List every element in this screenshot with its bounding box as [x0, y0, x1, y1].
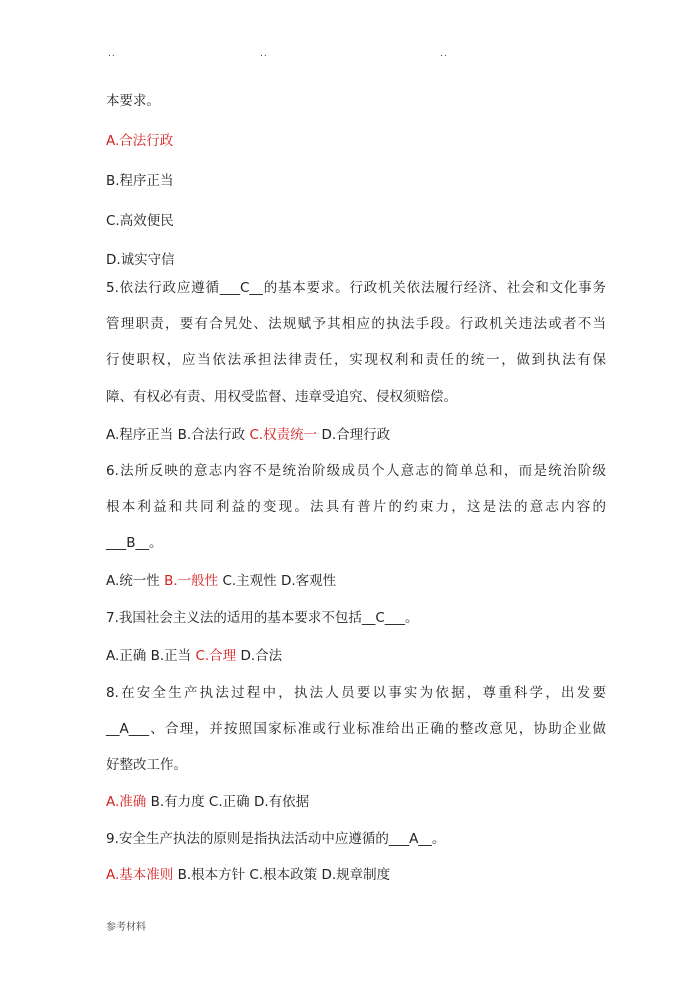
options-text: B.有力度 C.正确 D.有依据: [146, 794, 310, 810]
header-mark-3: ..: [440, 49, 448, 59]
options-text: B.根本方针 C.根本政策 D.规章制度: [173, 867, 391, 883]
footer-text: 参考材料: [106, 922, 146, 933]
options-text: A.程序正当 B.合法行政: [106, 427, 250, 443]
correct-answer: A.基本准则: [106, 867, 174, 883]
options-text: D.合法: [236, 648, 283, 664]
question-6-line-3: ___B__。: [106, 535, 163, 551]
question-5: 5.依法行政应遵循___C__的基本要求。行政机关依法履行经济、社会和文化事务: [106, 280, 606, 296]
options-text: A.统一性: [106, 573, 165, 589]
correct-answer: A.准确: [106, 794, 147, 810]
correct-answer: B.一般性: [164, 573, 219, 589]
option-d: D.诚实守信: [106, 252, 175, 268]
question-6-line-2: 根本利益和共同利益的变现。法具有普片的约束力，这是法的意志内容的: [106, 499, 606, 515]
options-text: A.正确 B.正当: [106, 648, 196, 664]
question-7-options: [106, 646, 606, 666]
question-8: 8.在安全生产执法过程中，执法人员要以事实为依据，尊重科学，出发要: [106, 685, 606, 701]
question-6-options: [106, 571, 606, 591]
header-mark-1: ..: [108, 49, 116, 59]
question-8-line-2: __A___、合理，并按照国家标准或行业标准给出正确的整改意见，协助企业做: [106, 721, 606, 737]
option-c: C.高效便民: [106, 213, 174, 229]
options-text: C.主观性 D.客观性: [218, 573, 337, 589]
question-5-line-3: 行使职权，应当依法承担法律责任，实现权利和责任的统一，做到执法有保: [106, 352, 606, 368]
question-5-options: [106, 425, 606, 445]
question-8-options: [106, 792, 606, 812]
correct-answer: C.合理: [195, 648, 237, 664]
question-5-line-2: 管理职责，要有合旯处、法规赋予其相应的执法手段。行政机关违法或者不当: [106, 316, 606, 332]
question-8-line-3: 好整改工作。: [106, 757, 187, 773]
option-b: B.程序正当: [106, 173, 174, 189]
question-6: 6.法所反映的意志内容不是统治阶级成员个人意志的简单总和，而是统治阶级: [106, 463, 606, 479]
question-5-line-4: 障、有权必有责、用权受监督、违章受追究、侵权须赔偿。: [106, 389, 457, 405]
question-7: 7.我国社会主义法的适用的基本要求不包括__C___。: [106, 610, 419, 626]
question-9: 9.安全生产执法的原则是指执法活动中应遵循的___A__。: [106, 831, 446, 847]
answer-option-a: A.合法行政: [106, 133, 174, 149]
question-9-options: [106, 865, 606, 885]
options-text: D.合理行政: [317, 427, 391, 443]
correct-answer: C.权责统一: [249, 427, 318, 443]
text-line: 本要求。: [106, 93, 160, 109]
header-mark-2: ..: [260, 49, 268, 59]
